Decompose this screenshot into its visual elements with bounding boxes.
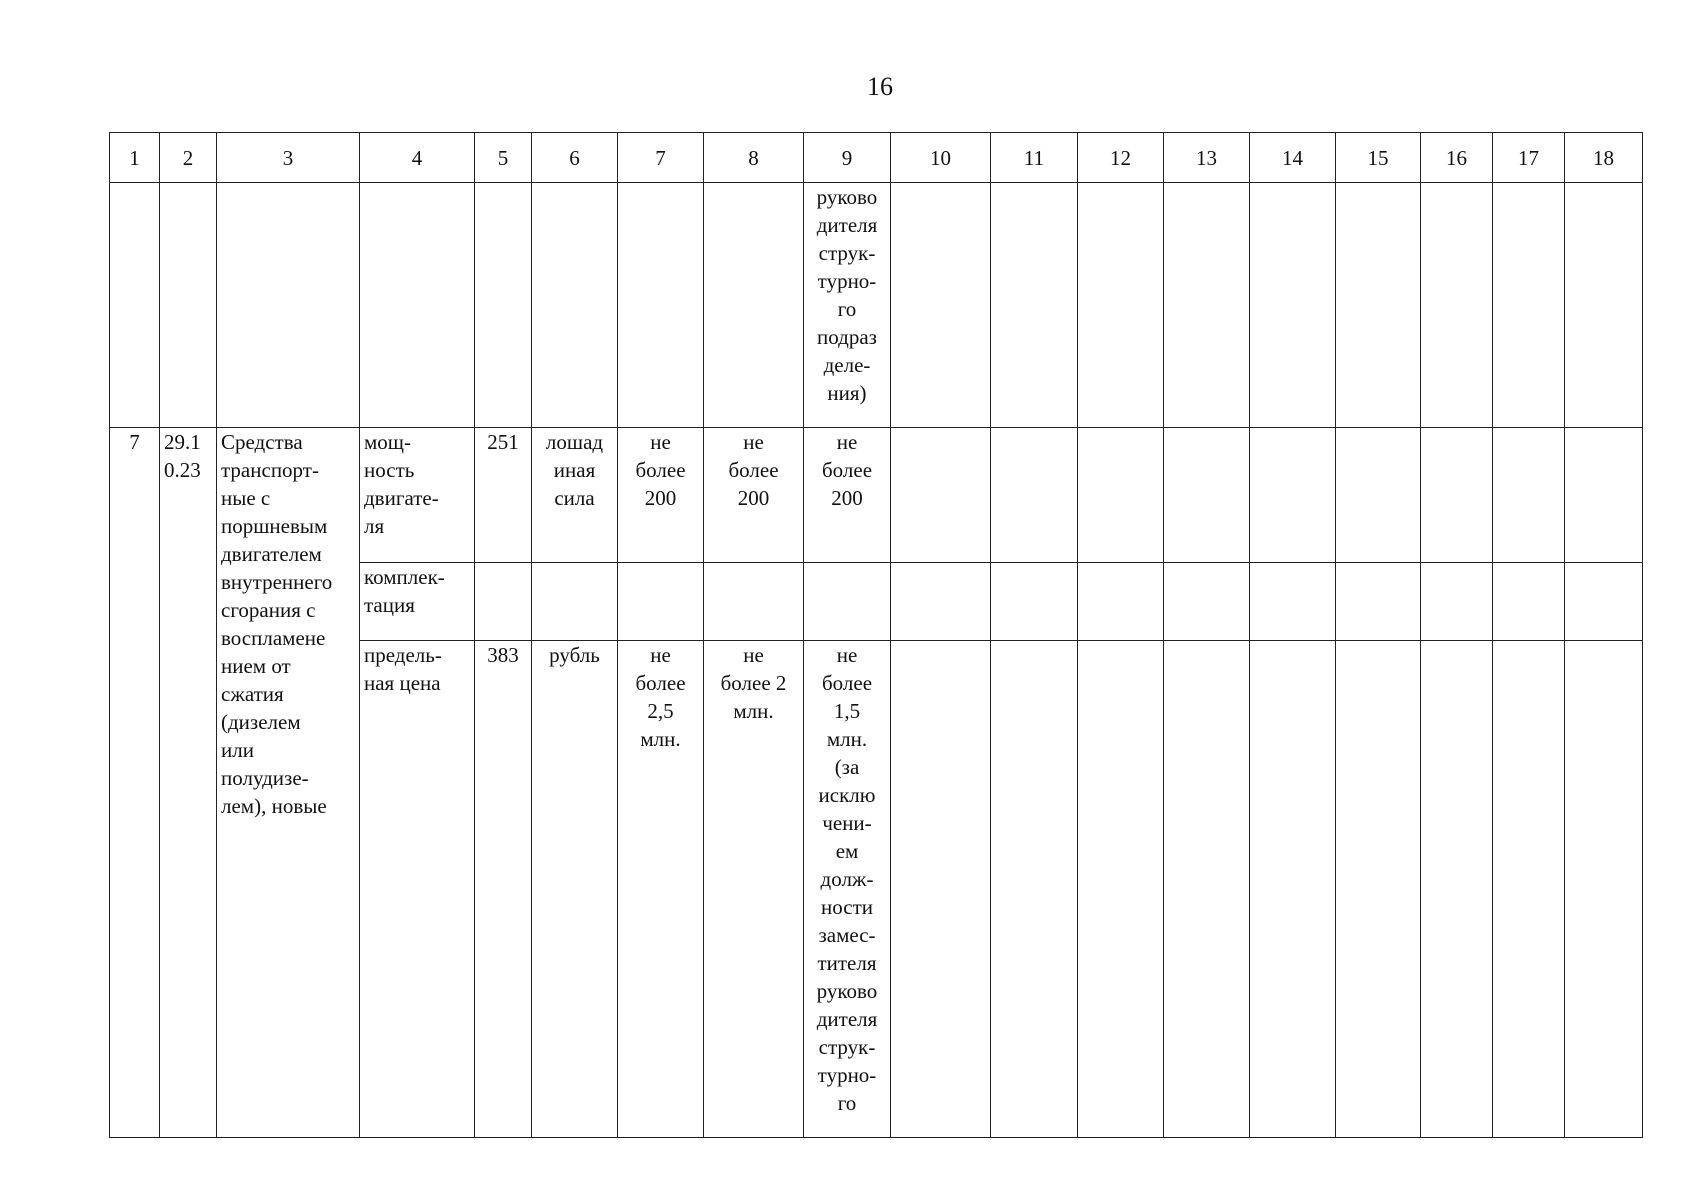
table-cell [160, 183, 217, 428]
table-cell [1078, 183, 1164, 428]
table-cell [1493, 563, 1565, 641]
continuation-col9-cell: руково дителя струк- турно- го подраз деле- ния) [804, 183, 891, 428]
table-cell [1336, 641, 1421, 1138]
table-cell [1250, 563, 1336, 641]
table-cell [1078, 563, 1164, 641]
table-cell [1164, 641, 1250, 1138]
characteristic-name-cell: комплек- тация [360, 563, 475, 641]
header-cell: 15 [1336, 133, 1421, 183]
header-cell: 4 [360, 133, 475, 183]
header-cell: 10 [891, 133, 991, 183]
table-cell [475, 183, 532, 428]
data-table [109, 132, 1643, 1138]
table-cell [991, 641, 1078, 1138]
table-cell [991, 428, 1078, 563]
table-cell [1421, 183, 1493, 428]
unit-name-cell [532, 563, 618, 641]
unit-code-cell: 251 [475, 428, 532, 563]
page-number: 16 [867, 72, 893, 101]
table-cell [1250, 428, 1336, 563]
table-cell [1336, 563, 1421, 641]
table-cell [1565, 183, 1643, 428]
header-row [110, 133, 1643, 183]
table-cell [1421, 563, 1493, 641]
header-cell: 2 [160, 133, 217, 183]
header-cell: 7 [618, 133, 704, 183]
item-name-cell: Средства транспорт- ные с поршневым двигателем внутреннего сгорания с воспламене нием от сжатия (дизелем или полудизе- лем), новые [217, 428, 360, 1138]
unit-code-cell: 383 [475, 641, 532, 1138]
characteristic-name-cell: предель- ная цена [360, 641, 475, 1138]
table-cell [110, 183, 160, 428]
table-cell [1565, 641, 1643, 1138]
table-cell [1164, 183, 1250, 428]
header-cell: 1 [110, 133, 160, 183]
header-cell: 8 [704, 133, 804, 183]
table-cell [360, 183, 475, 428]
table-cell [891, 641, 991, 1138]
header-cell: 3 [217, 133, 360, 183]
table-cell [991, 183, 1078, 428]
table-cell [1336, 428, 1421, 563]
table-cell [1421, 428, 1493, 563]
header-cell: 18 [1565, 133, 1643, 183]
table-cell [1421, 641, 1493, 1138]
value-col9-cell: не более 200 [804, 428, 891, 563]
header-cell: 17 [1493, 133, 1565, 183]
okpd-code-cell: 29.1 0.23 [160, 428, 217, 1138]
value-col7-cell [618, 563, 704, 641]
table-cell [704, 183, 804, 428]
unit-name-cell: рубль [532, 641, 618, 1138]
table-cell [217, 183, 360, 428]
header-cell: 12 [1078, 133, 1164, 183]
header-cell: 9 [804, 133, 891, 183]
table-cell [891, 428, 991, 563]
table-cell [1164, 563, 1250, 641]
table-cell [1565, 563, 1643, 641]
table-cell [891, 183, 991, 428]
header-cell: 11 [991, 133, 1078, 183]
table-cell [1164, 428, 1250, 563]
table-cell [532, 183, 618, 428]
table-cell [1250, 183, 1336, 428]
table-cell [991, 563, 1078, 641]
row-number-cell: 7 [110, 428, 160, 1138]
table-cell [1565, 428, 1643, 563]
table-cell [1336, 183, 1421, 428]
header-cell: 14 [1250, 133, 1336, 183]
characteristic-name-cell: мощ- ность двигате- ля [360, 428, 475, 563]
value-col7-cell: не более 2,5 млн. [618, 641, 704, 1138]
table-cell [1493, 641, 1565, 1138]
value-col8-cell [704, 563, 804, 641]
table-row [110, 183, 1643, 428]
table-cell [891, 563, 991, 641]
table-cell [1078, 428, 1164, 563]
unit-name-cell: лошад иная сила [532, 428, 618, 563]
header-cell: 5 [475, 133, 532, 183]
table-row [110, 428, 1643, 563]
header-cell: 16 [1421, 133, 1493, 183]
value-col9-cell: не более 1,5 млн. (за исклю чени- ем долж- ности замес- тителя руково дителя струк- турно- го [804, 641, 891, 1138]
table-cell [1493, 183, 1565, 428]
header-cell: 13 [1164, 133, 1250, 183]
value-col8-cell: не более 2 млн. [704, 641, 804, 1138]
table-cell [1250, 641, 1336, 1138]
table-cell [1493, 428, 1565, 563]
header-cell: 6 [532, 133, 618, 183]
value-col9-cell [804, 563, 891, 641]
value-col8-cell: не более 200 [704, 428, 804, 563]
table-cell [618, 183, 704, 428]
unit-code-cell [475, 563, 532, 641]
table-cell [1078, 641, 1164, 1138]
value-col7-cell: не более 200 [618, 428, 704, 563]
